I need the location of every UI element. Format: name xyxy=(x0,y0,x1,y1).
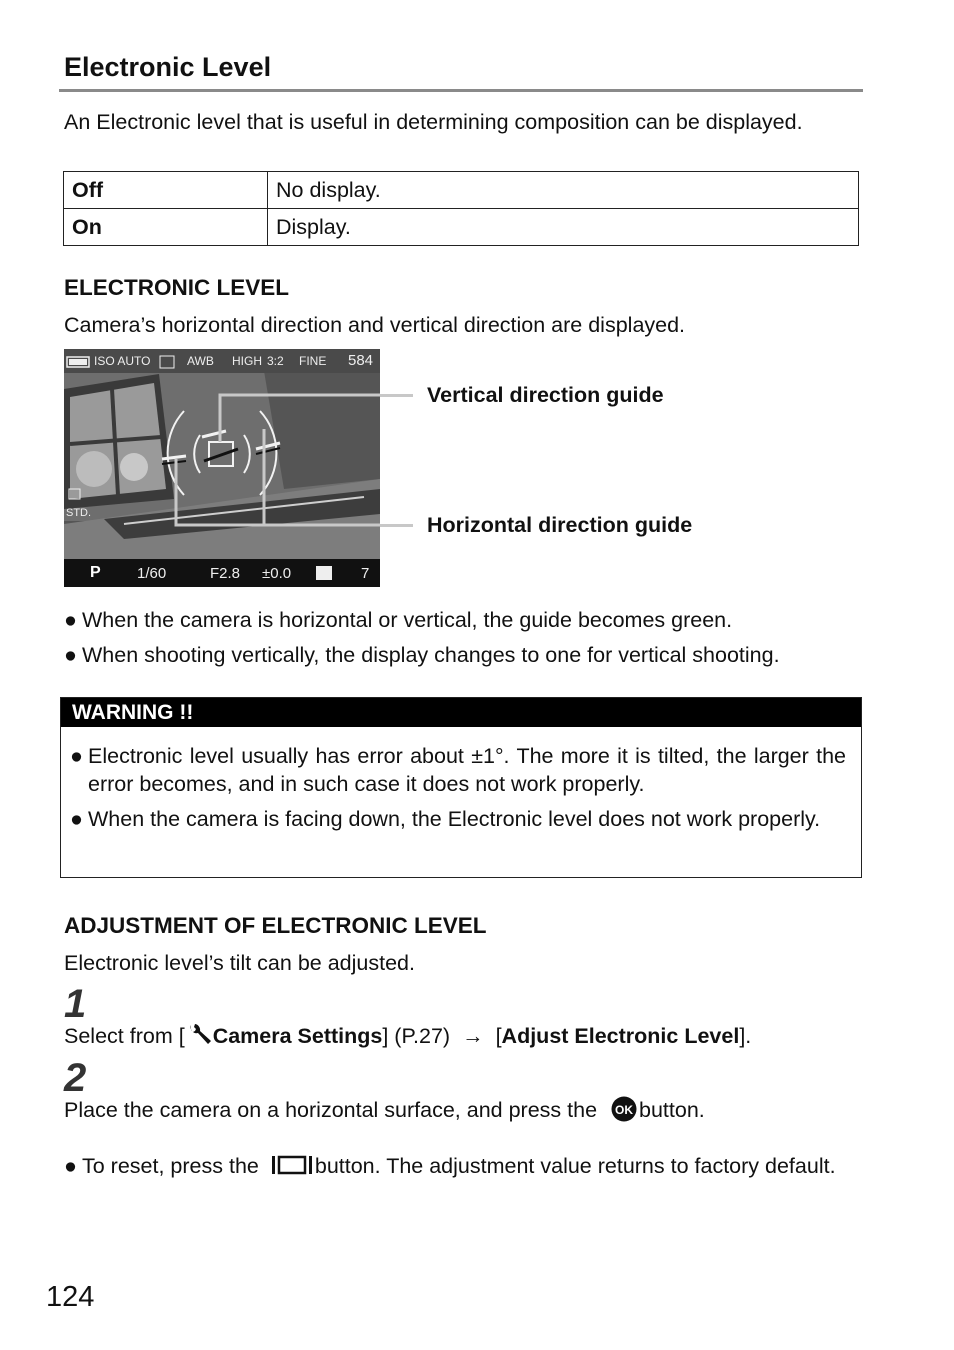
lcd-shots: 584 xyxy=(348,352,374,369)
step-number-2: 2 xyxy=(64,1056,87,1100)
step-number-1: 1 xyxy=(64,982,87,1026)
camera-lcd-screenshot xyxy=(64,349,380,587)
lcd-aperture: F2.8 xyxy=(210,565,241,582)
display-button-icon xyxy=(271,1154,313,1176)
wrench-icon xyxy=(185,1023,213,1047)
list-item: ● When the camera is horizontal or vertical, the guide becomes green. xyxy=(64,608,733,632)
callout-vertical-guide: Vertical direction guide xyxy=(427,383,664,407)
lcd-std: STD. xyxy=(66,507,92,519)
page-number: 124 xyxy=(46,1281,95,1313)
electronic-level-description: Camera’s horizontal direction and vertical direction are displayed. xyxy=(64,313,686,337)
lcd-mode: P xyxy=(90,564,101,581)
title-rule xyxy=(59,89,863,92)
lcd-quality: FINE xyxy=(299,354,327,368)
adjustment-description: Electronic level’s tilt can be adjusted. xyxy=(64,951,415,975)
bullet-icon: ● xyxy=(64,608,77,632)
electronic-level-heading: ELECTRONIC LEVEL xyxy=(64,275,290,300)
lcd-scene xyxy=(64,349,380,587)
lcd-drive: HIGH xyxy=(232,354,262,368)
reset-note: ● To reset, press the button. The adjustment value returns to factory default. xyxy=(64,1154,836,1178)
bullet-icon: ● xyxy=(64,643,77,667)
list-item: ● When shooting vertically, the display changes to one for vertical shooting. xyxy=(64,643,780,667)
lcd-count: 7 xyxy=(361,565,370,582)
warning-item: ● Electronic level usually has error about ±1°. The more it is tilted, the larger the error becomes, and in such case it does not work properly. xyxy=(70,744,846,796)
bullet-icon: ● xyxy=(70,807,83,831)
bullet-icon: ● xyxy=(64,1154,77,1178)
lcd-shutter: 1/60 xyxy=(137,565,167,582)
warning-item: ● When the camera is facing down, the Electronic level does not work properly. xyxy=(70,807,821,831)
warning-header: WARNING !! xyxy=(61,698,861,727)
option-key: Off xyxy=(64,172,268,209)
step-1-text: Select from [ Camera Settings] (P.27) → [Adjust Electronic Level]. xyxy=(64,1024,752,1048)
page-title: Electronic Level xyxy=(64,52,272,82)
options-table xyxy=(63,171,859,246)
lcd-ev: ±0.0 xyxy=(262,565,292,582)
arrow-right-icon: → xyxy=(462,1024,484,1048)
option-value: Display. xyxy=(268,209,859,246)
table-row xyxy=(64,172,859,209)
lcd-wb: AWB xyxy=(187,354,214,368)
step-2-text: Place the camera on a horizontal surface, and press the OK button. xyxy=(64,1098,705,1122)
bullet-icon: ● xyxy=(70,744,83,768)
callout-line-horizontal xyxy=(380,524,413,527)
adjustment-heading: ADJUSTMENT OF ELECTRONIC LEVEL xyxy=(64,913,487,938)
option-value: No display. xyxy=(268,172,859,209)
callout-horizontal-guide: Horizontal direction guide xyxy=(427,513,693,537)
lcd-iso: ISO AUTO xyxy=(94,354,151,368)
callout-line-vertical xyxy=(380,394,413,397)
lcd-aspect: 3:2 xyxy=(267,354,284,368)
svg-text:OK: OK xyxy=(615,1103,634,1118)
ok-button-icon xyxy=(611,1096,637,1122)
table-row xyxy=(64,209,859,246)
intro-text: An Electronic level that is useful in determining composition can be displayed. xyxy=(64,110,803,134)
option-key: On xyxy=(64,209,268,246)
